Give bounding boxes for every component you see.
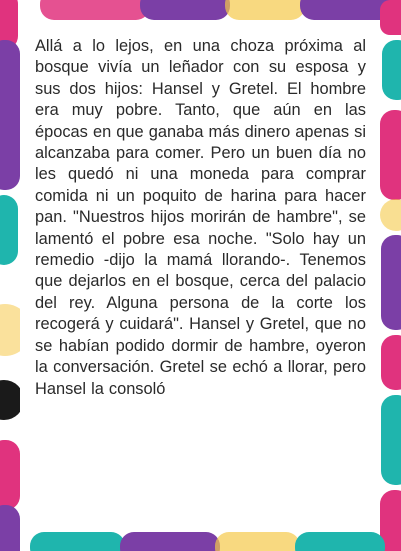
yellow-shape bbox=[215, 532, 300, 551]
teal-shape bbox=[381, 395, 401, 485]
magenta-shape bbox=[380, 110, 401, 200]
purple-shape bbox=[120, 532, 220, 551]
teal-shape bbox=[295, 532, 385, 551]
teal-shape bbox=[30, 532, 125, 551]
purple-shape bbox=[140, 0, 230, 20]
yellow-shape bbox=[225, 0, 305, 20]
teal-shape bbox=[382, 40, 401, 100]
purple-shape bbox=[381, 235, 401, 330]
purple-shape bbox=[0, 505, 20, 551]
magenta-shape bbox=[0, 440, 20, 510]
text-panel bbox=[20, 20, 380, 528]
magenta-shape bbox=[380, 0, 401, 35]
story-paragraph: Allá a lo lejos, en una choza próxima al bosque vivía un leñador con su esposa y sus dos hijos: Hansel y Gretel. El hombre era muy pobre. Tanto, que aún en las épocas en que ganaba más dinero apenas si alcanzaba para comer. Pero un buen día no les quedó ni una moneda para comprar comida ni un poquito de harina para hacer pan. "Nuestros hijos morirán de hambre", se lamentó el pobre esa noche. "Solo hay un remedio -dijo la mamá llorando-. Tenemos que dejarlos en el bosque, cerca del palacio del rey. Alguna persona de la corte los recogerá y cuidará". Hansel y Gretel, que no se habían podido dormir de hambre, oyeron la conversación. Gretel se echó a llorar, pero Hansel la consoló bbox=[35, 37, 366, 398]
purple-shape bbox=[0, 40, 20, 190]
magenta-shape bbox=[381, 335, 401, 390]
teal-shape bbox=[0, 195, 18, 265]
magenta-shape bbox=[40, 0, 150, 20]
